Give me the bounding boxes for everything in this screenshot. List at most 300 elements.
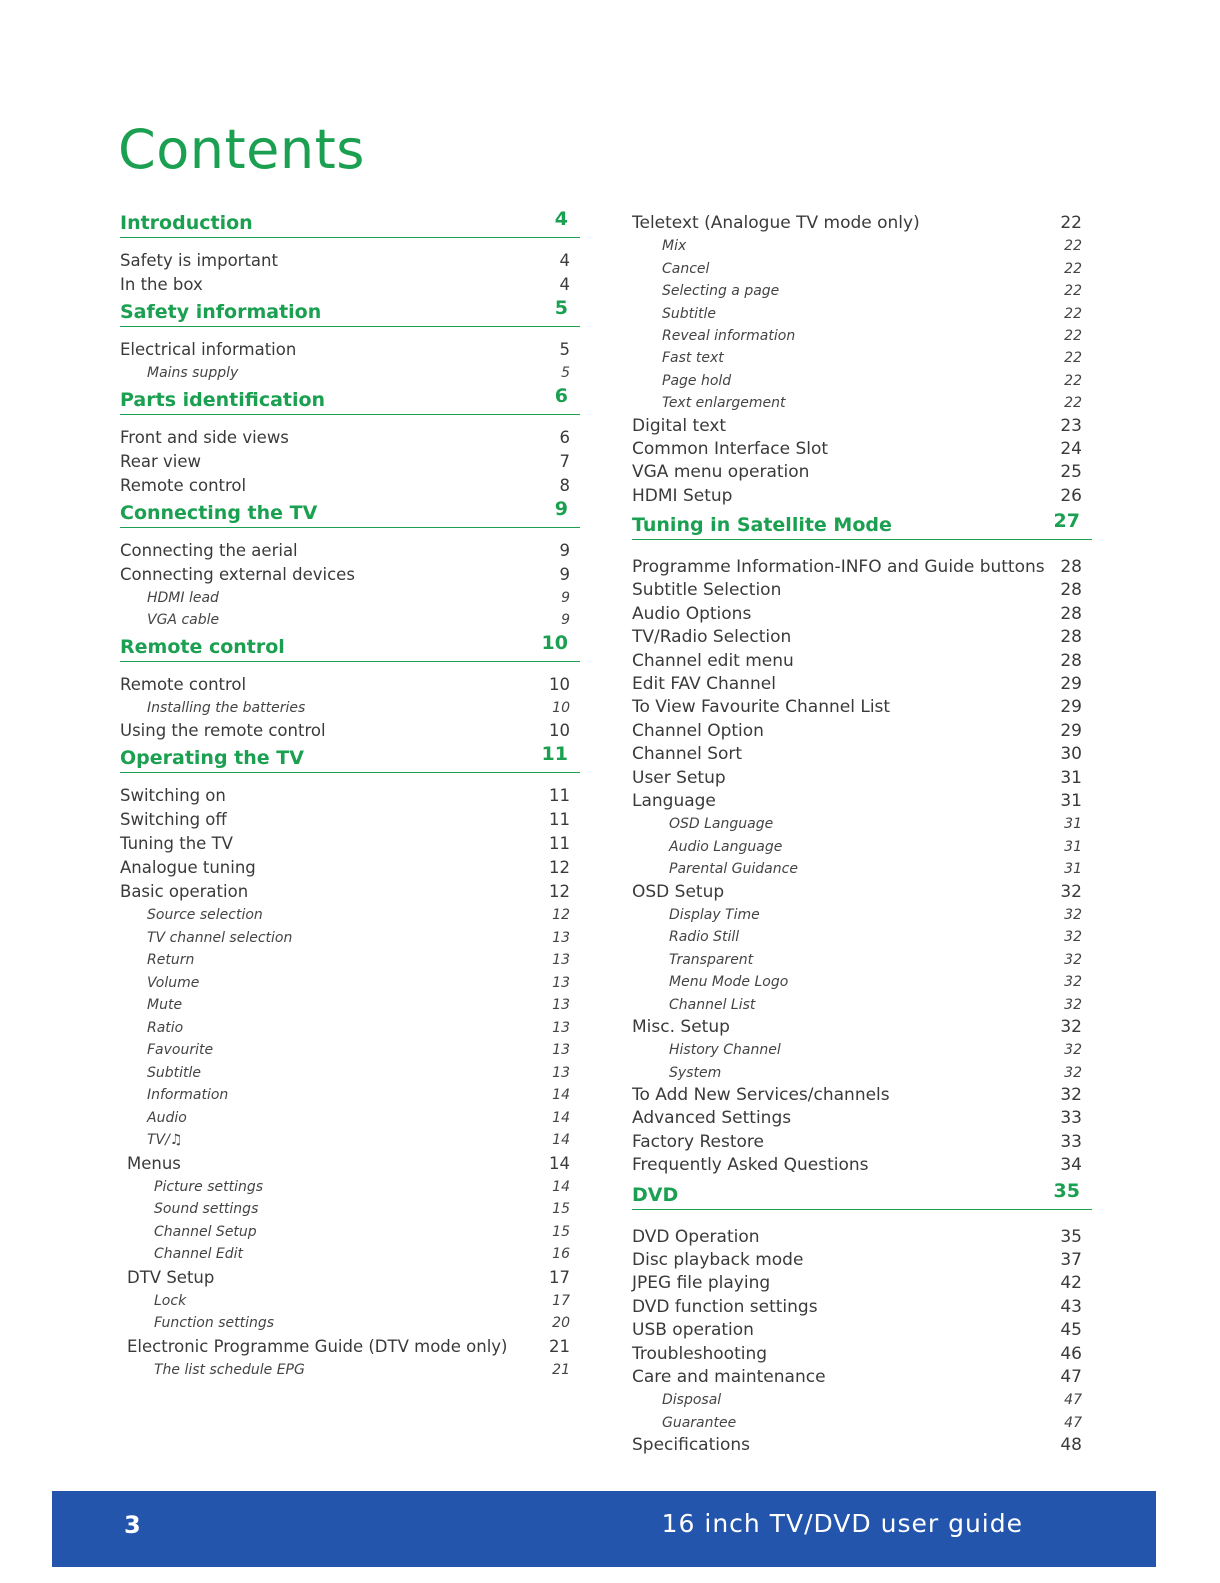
toc-page-number: 14 (549, 1153, 570, 1173)
toc-label: Mute (147, 997, 183, 1013)
toc-entry (632, 767, 1092, 790)
toc-page-number: 13 (552, 1019, 570, 1036)
toc-label: VGA cable (147, 612, 220, 628)
toc-label: Mix (662, 238, 687, 255)
toc-page-number: 31 (1060, 790, 1082, 811)
toc-label: Introduction (120, 212, 253, 234)
toc-page-number: 29 (1060, 720, 1082, 741)
toc-page-number: 12 (552, 907, 570, 923)
toc-page-number: 10 (552, 699, 570, 716)
footer-bar (52, 1491, 1156, 1567)
toc-entry (632, 461, 1092, 484)
toc-subentry (632, 904, 1092, 926)
toc-page-number: 25 (1060, 462, 1082, 483)
toc-label: Subtitle (147, 1064, 202, 1081)
toc-page-number: 31 (1064, 816, 1082, 833)
toc-page-number: 31 (1064, 838, 1082, 855)
toc-subentry (120, 1243, 580, 1266)
toc-page-number: 9 (559, 540, 570, 560)
toc-page-number: 14 (552, 1178, 570, 1195)
toc-entry (120, 426, 580, 450)
toc-page-number: 11 (541, 743, 568, 765)
toc-section-heading (632, 1180, 1092, 1210)
toc-label: USB operation (632, 1320, 754, 1341)
toc-entry (120, 338, 580, 362)
toc-page-number: 47 (1064, 1414, 1082, 1431)
toc-page-number: 33 (1060, 1108, 1082, 1129)
toc-label: Volume (147, 974, 200, 991)
toc-label: DTV Setup (127, 1267, 215, 1287)
toc-page-number: 4 (559, 275, 570, 294)
toc-page-number: 46 (1060, 1343, 1082, 1364)
guide-title: 16 inch TV/DVD user guide (661, 1509, 1023, 1538)
toc-page-number: 14 (552, 1132, 570, 1148)
toc-subentry (120, 1107, 580, 1130)
toc-subentry (120, 1312, 580, 1335)
toc-page-number: 23 (1060, 415, 1082, 436)
toc-label: Edit FAV Channel (632, 674, 776, 695)
toc-section-heading (632, 510, 1092, 540)
toc-label: Function settings (154, 1315, 275, 1331)
toc-subentry (632, 392, 1092, 414)
toc-entry (120, 1335, 580, 1359)
toc-label: Cancel (662, 260, 710, 277)
toc-label: Display Time (669, 906, 760, 923)
toc-subentry (632, 1062, 1092, 1084)
toc-subentry (120, 587, 580, 610)
toc-page-number: 16 (552, 1246, 570, 1262)
toc-label: Care and maintenance (632, 1366, 826, 1387)
toc-page-number: 35 (1053, 1179, 1080, 1202)
toc-subentry (120, 1039, 580, 1062)
toc-label: To View Favourite Channel List (632, 697, 891, 718)
toc-label: Channel Option (632, 720, 764, 741)
toc-subentry (632, 949, 1092, 971)
toc-entry (632, 790, 1092, 813)
toc-page-number: 6 (554, 384, 568, 407)
toc-label: Audio (147, 1109, 187, 1126)
toc-label: In the box (120, 275, 203, 294)
toc-entry (632, 1131, 1092, 1154)
toc-page-number: 5 (559, 340, 570, 359)
toc-page-number: 13 (552, 997, 570, 1013)
toc-label: Advanced Settings (632, 1108, 792, 1129)
toc-entry (120, 474, 580, 498)
toc-entry (120, 880, 580, 904)
toc-label: Subtitle Selection (632, 580, 782, 601)
toc-page-number: 11 (549, 810, 570, 829)
toc-label: OSD Language (669, 816, 774, 833)
toc-label: TV channel selection (147, 929, 293, 946)
toc-entry (632, 485, 1092, 508)
toc-section-heading (120, 208, 580, 238)
toc-page-number: 10 (549, 674, 570, 694)
toc-label: Misc. Setup (632, 1016, 730, 1037)
toc-entry (632, 1319, 1092, 1342)
toc-entry (120, 450, 580, 474)
toc-label: OSD Setup (632, 881, 725, 902)
toc-label: Electrical information (120, 340, 297, 359)
toc-entry (120, 563, 580, 587)
toc-page-number: 17 (552, 1292, 570, 1309)
toc-label: DVD Operation (632, 1226, 760, 1247)
toc-entry (632, 1272, 1092, 1295)
toc-section-heading (120, 498, 580, 528)
toc-subentry (120, 1176, 580, 1199)
toc-entry (632, 1434, 1092, 1457)
toc-label: Channel List (669, 996, 756, 1013)
toc-label: Switching off (120, 810, 227, 829)
toc-label: Menus (127, 1153, 181, 1173)
toc-page-number: 10 (541, 631, 568, 654)
toc-page-number: 5 (561, 365, 570, 381)
toc-page-number: 15 (552, 1201, 570, 1217)
toc-page-number: 32 (1060, 1016, 1082, 1037)
toc-label: Language (632, 790, 716, 811)
toc-section-heading (120, 385, 580, 415)
toc-page-number: 28 (1060, 627, 1082, 648)
toc-label: Subtitle (662, 305, 717, 322)
toc-entry (632, 881, 1092, 904)
toc-entry (632, 579, 1092, 602)
toc-page-number: 32 (1060, 1085, 1082, 1106)
toc-label: Connecting the aerial (120, 540, 298, 560)
toc-label: Sound settings (154, 1201, 259, 1217)
toc-subentry (632, 1039, 1092, 1061)
toc-label: Programme Information-INFO and Guide buttons (632, 557, 1045, 578)
toc-page-number: 13 (552, 974, 570, 991)
toc-subentry (120, 697, 580, 720)
toc-label: Page hold (662, 372, 732, 389)
toc-entry (632, 720, 1092, 743)
toc-page-number: 24 (1060, 438, 1082, 459)
toc-page-number: 14 (552, 1087, 570, 1103)
toc-label: DVD function settings (632, 1296, 818, 1317)
toc-subentry (120, 904, 580, 927)
toc-entry (632, 1154, 1092, 1177)
toc-subentry (632, 836, 1092, 858)
toc-label: User Setup (632, 767, 726, 788)
toc-right-column (632, 212, 1092, 1458)
toc-entry (632, 1343, 1092, 1366)
toc-page-number: 5 (554, 297, 568, 319)
toc-entry (632, 556, 1092, 579)
toc-subentry (120, 1359, 580, 1382)
toc-label: Remote control (120, 635, 285, 658)
toc-page-number: 32 (1064, 1064, 1082, 1081)
toc-subentry (632, 813, 1092, 835)
toc-label: Factory Restore (632, 1131, 765, 1152)
toc-entry (120, 808, 580, 832)
toc-subentry (120, 1084, 580, 1107)
toc-label: Source selection (147, 907, 263, 923)
toc-page-number: 11 (549, 786, 570, 805)
toc-label: Channel Sort (632, 744, 743, 765)
toc-subentry (120, 949, 580, 972)
toc-page-number: 32 (1064, 974, 1082, 991)
page-number: 3 (124, 1511, 141, 1539)
toc-subentry (120, 1221, 580, 1244)
toc-page-number: 9 (554, 497, 568, 520)
toc-entry (120, 856, 580, 880)
toc-label: Tuning the TV (120, 834, 233, 853)
toc-label: Picture settings (154, 1178, 264, 1195)
toc-page-number: 4 (559, 251, 570, 270)
toc-page-number: 8 (559, 475, 570, 495)
toc-entry (632, 415, 1092, 438)
toc-page-number: 26 (1060, 485, 1082, 506)
toc-page-number: 14 (552, 1109, 570, 1126)
toc-label: TV/Radio Selection (632, 627, 792, 648)
toc-subentry (120, 1017, 580, 1040)
toc-entry (632, 673, 1092, 696)
toc-label: Using the remote control (120, 721, 326, 740)
toc-label: Operating the TV (120, 747, 304, 769)
toc-label: TV/♫ (147, 1132, 183, 1148)
toc-label: Connecting external devices (120, 564, 355, 584)
toc-page-number: 35 (1060, 1226, 1082, 1247)
toc-entry (632, 650, 1092, 673)
toc-label: The list schedule EPG (154, 1361, 305, 1378)
toc-section-heading (120, 743, 580, 773)
toc-entry (632, 603, 1092, 626)
toc-subentry (632, 303, 1092, 325)
toc-page-number: 22 (1064, 350, 1082, 367)
toc-subentry (120, 1129, 580, 1152)
toc-page-number: 45 (1060, 1320, 1082, 1341)
toc-subentry (120, 362, 580, 385)
toc-page-number: 22 (1064, 327, 1082, 344)
toc-subentry (632, 1389, 1092, 1411)
toc-subentry (632, 971, 1092, 993)
toc-entry (120, 1152, 580, 1176)
toc-label: Remote control (120, 475, 247, 495)
toc-entry (632, 1107, 1092, 1130)
toc-label: History Channel (669, 1042, 781, 1059)
toc-label: Remote control (120, 674, 247, 694)
toc-page-number: 37 (1060, 1250, 1082, 1271)
toc-entry (632, 1084, 1092, 1107)
toc-page-number: 22 (1064, 260, 1082, 277)
toc-subentry (632, 235, 1092, 257)
toc-page-number: 32 (1064, 929, 1082, 946)
toc-page-number: 20 (552, 1315, 570, 1331)
toc-label: Common Interface Slot (632, 438, 829, 459)
toc-label: Specifications (632, 1435, 751, 1456)
toc-page-number: 32 (1064, 1042, 1082, 1059)
toc-page-number: 47 (1060, 1366, 1082, 1387)
toc-label: Information (147, 1087, 229, 1103)
toc-label: Disposal (662, 1392, 722, 1409)
toc-label: Rear view (120, 451, 202, 471)
toc-label: Analogue tuning (120, 858, 256, 877)
toc-page-number: 33 (1060, 1131, 1082, 1152)
toc-label: DVD (632, 1183, 679, 1206)
toc-page-number: 32 (1064, 951, 1082, 968)
toc-subentry (632, 325, 1092, 347)
toc-subentry (632, 994, 1092, 1016)
toc-subentry (632, 926, 1092, 948)
toc-page-number: 12 (549, 882, 570, 901)
toc-label: Parts identification (120, 388, 326, 411)
toc-page-number: 42 (1060, 1273, 1082, 1294)
toc-page-number: 10 (549, 721, 570, 740)
toc-section-heading (120, 297, 580, 327)
toc-page-number: 6 (559, 427, 570, 447)
toc-page-number: 17 (549, 1267, 570, 1287)
toc-subentry (120, 972, 580, 995)
toc-page-number: 28 (1060, 557, 1082, 578)
toc-page-number: 28 (1060, 650, 1082, 671)
toc-entry (632, 438, 1092, 461)
toc-page-number: 32 (1060, 881, 1082, 902)
toc-label: Transparent (669, 951, 754, 968)
toc-entry (632, 626, 1092, 649)
toc-label: Menu Mode Logo (669, 974, 789, 991)
toc-entry (632, 1296, 1092, 1319)
toc-left-column (120, 208, 580, 1381)
toc-subentry (120, 994, 580, 1017)
toc-entry (120, 784, 580, 808)
toc-label: Teletext (Analogue TV mode only) (632, 213, 920, 233)
toc-label: Switching on (120, 786, 226, 805)
toc-page-number: 29 (1060, 697, 1082, 718)
toc-subentry (632, 858, 1092, 880)
toc-label: Parental Guidance (669, 861, 798, 878)
toc-page-number: 13 (552, 952, 570, 968)
toc-label: Tuning in Satellite Mode (632, 514, 892, 537)
toc-section-heading (120, 632, 580, 662)
toc-page-number: 11 (549, 834, 570, 853)
toc-page-number: 22 (1064, 372, 1082, 389)
toc-subentry (632, 280, 1092, 302)
toc-entry (632, 696, 1092, 719)
toc-page-number: 9 (561, 589, 570, 606)
toc-label: Audio Options (632, 603, 752, 624)
toc-label: Electronic Programme Guide (DTV mode only) (127, 1336, 508, 1356)
toc-label: Disc playback mode (632, 1250, 804, 1271)
toc-subentry (120, 1198, 580, 1221)
toc-page-number: 21 (552, 1361, 570, 1378)
toc-entry (120, 1266, 580, 1290)
toc-label: Digital text (632, 415, 727, 436)
toc-label: Safety is important (120, 251, 278, 270)
toc-entry (120, 539, 580, 563)
toc-page-number: 13 (552, 1042, 570, 1058)
toc-subentry (632, 347, 1092, 369)
toc-label: JPEG file playing (632, 1273, 771, 1294)
toc-page-number: 47 (1064, 1392, 1082, 1409)
toc-page-number: 12 (549, 858, 570, 877)
toc-subentry (120, 927, 580, 950)
toc-subentry (632, 370, 1092, 392)
toc-label: Frequently Asked Questions (632, 1155, 869, 1176)
toc-entry (120, 719, 580, 743)
toc-entry (632, 1366, 1092, 1389)
toc-label: Favourite (147, 1042, 214, 1058)
toc-page-number: 29 (1060, 674, 1082, 695)
toc-label: Installing the batteries (147, 699, 306, 716)
toc-page-number: 22 (1064, 305, 1082, 322)
toc-entry (632, 1226, 1092, 1249)
toc-label: Safety information (120, 301, 322, 323)
toc-page-number: 7 (559, 451, 570, 471)
toc-entry (120, 673, 580, 697)
toc-label: Basic operation (120, 882, 249, 901)
toc-page-number: 48 (1060, 1435, 1082, 1456)
toc-label: Connecting the TV (120, 501, 318, 524)
toc-page-number: 22 (1064, 283, 1082, 300)
toc-entry (120, 832, 580, 856)
toc-label: Fast text (662, 350, 724, 367)
toc-subentry (632, 258, 1092, 280)
toc-page-number: 15 (552, 1223, 570, 1240)
toc-label: VGA menu operation (632, 462, 810, 483)
toc-label: HDMI Setup (632, 485, 733, 506)
toc-page-number: 9 (559, 564, 570, 584)
toc-label: Ratio (147, 1019, 184, 1036)
toc-subentry (120, 609, 580, 632)
toc-page-number: 28 (1060, 603, 1082, 624)
toc-entry (632, 212, 1092, 235)
toc-entry (120, 249, 580, 273)
toc-page-number: 21 (549, 1336, 570, 1356)
toc-page-number: 27 (1053, 510, 1080, 533)
toc-label: HDMI lead (147, 589, 219, 606)
toc-page-number: 31 (1060, 767, 1082, 788)
toc-page-number: 13 (552, 1064, 570, 1081)
toc-label: Guarantee (662, 1414, 737, 1431)
toc-label: Selecting a page (662, 283, 780, 300)
toc-page-number: 32 (1064, 906, 1082, 923)
toc-page-number: 22 (1060, 213, 1082, 233)
toc-page-number: 30 (1060, 744, 1082, 765)
toc-label: Channel edit menu (632, 650, 794, 671)
toc-label: Text enlargement (662, 395, 786, 412)
toc-page-number: 4 (554, 208, 568, 230)
toc-page-number: 22 (1064, 238, 1082, 255)
page-title: Contents (118, 118, 365, 181)
toc-label: System (669, 1064, 722, 1081)
toc-page-number: 34 (1060, 1155, 1082, 1176)
toc-page-number: 28 (1060, 580, 1082, 601)
toc-label: To Add New Services/channels (632, 1085, 890, 1106)
toc-label: Audio Language (669, 838, 783, 855)
toc-subentry (120, 1290, 580, 1313)
toc-page-number: 13 (552, 929, 570, 946)
toc-label: Troubleshooting (632, 1343, 768, 1364)
toc-entry (632, 743, 1092, 766)
toc-label: Mains supply (147, 365, 239, 381)
toc-label: Radio Still (669, 929, 740, 946)
toc-entry (120, 273, 580, 297)
toc-page-number: 9 (561, 612, 570, 628)
toc-entry (632, 1016, 1092, 1039)
toc-subentry (632, 1412, 1092, 1434)
toc-label: Reveal information (662, 327, 796, 344)
toc-label: Lock (154, 1292, 187, 1309)
toc-entry (632, 1249, 1092, 1272)
toc-label: Channel Setup (154, 1223, 257, 1240)
toc-label: Return (147, 952, 195, 968)
toc-page-number: 32 (1064, 996, 1082, 1013)
toc-page-number: 22 (1064, 395, 1082, 412)
toc-page-number: 31 (1064, 861, 1082, 878)
toc-page-number: 43 (1060, 1296, 1082, 1317)
toc-label: Front and side views (120, 427, 289, 447)
toc-label: Channel Edit (154, 1246, 244, 1262)
toc-subentry (120, 1062, 580, 1085)
